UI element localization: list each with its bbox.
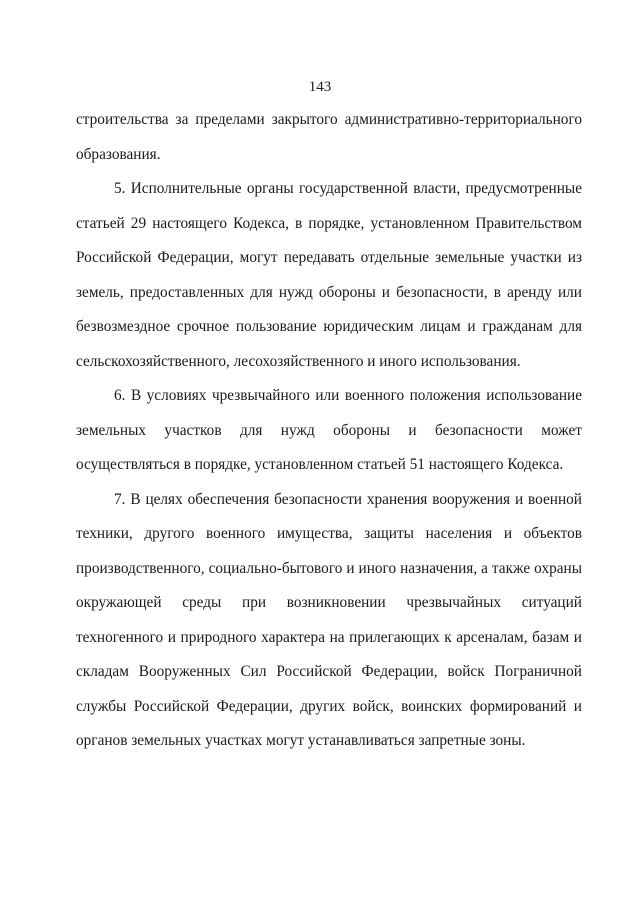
page-number: 143 <box>308 79 332 95</box>
document-body <box>76 103 582 759</box>
paragraph-continuation: строительства за пределами закрытого административно-территориального образования. <box>76 111 582 163</box>
paragraph-item-5: 5. Исполнительные органы государственной власти, предусмотренные статьей 29 настоящего Кодекса, в порядке, установленном Правительством Российской Федерации, могут передавать отдельные земельные участки из земель, предоставленных для нужд обороны и безопасности, в аренду или безвозмездное срочное пользование юридическим лицам и гражданам для сельскохозяйственного, лесохозяйственного и иного использования. <box>76 180 582 370</box>
paragraph-item-6: 6. В условиях чрезвычайного или военного положения использование земельных участков для нужд обороны и безопасности может осуществляться в порядке, установленном статьей 51 настоящего Кодекса. <box>76 387 582 473</box>
paragraph-item-7: 7. В целях обеспечения безопасности хранения вооружения и военной техники, другого военного имущества, защиты населения и объектов производственного, социально-бытового и иного назначения, а также охраны окружающей среды при возникновении чрезвычайных ситуаций техногенного и природного характера на прилегающих к арсеналам, базам и складам Вооруженных Сил Российской Федерации, войск Пограничной службы Российской Федерации, других войск, воинских формирований и органов земельных участках могут устанавливаться запретные зоны. <box>76 490 582 749</box>
